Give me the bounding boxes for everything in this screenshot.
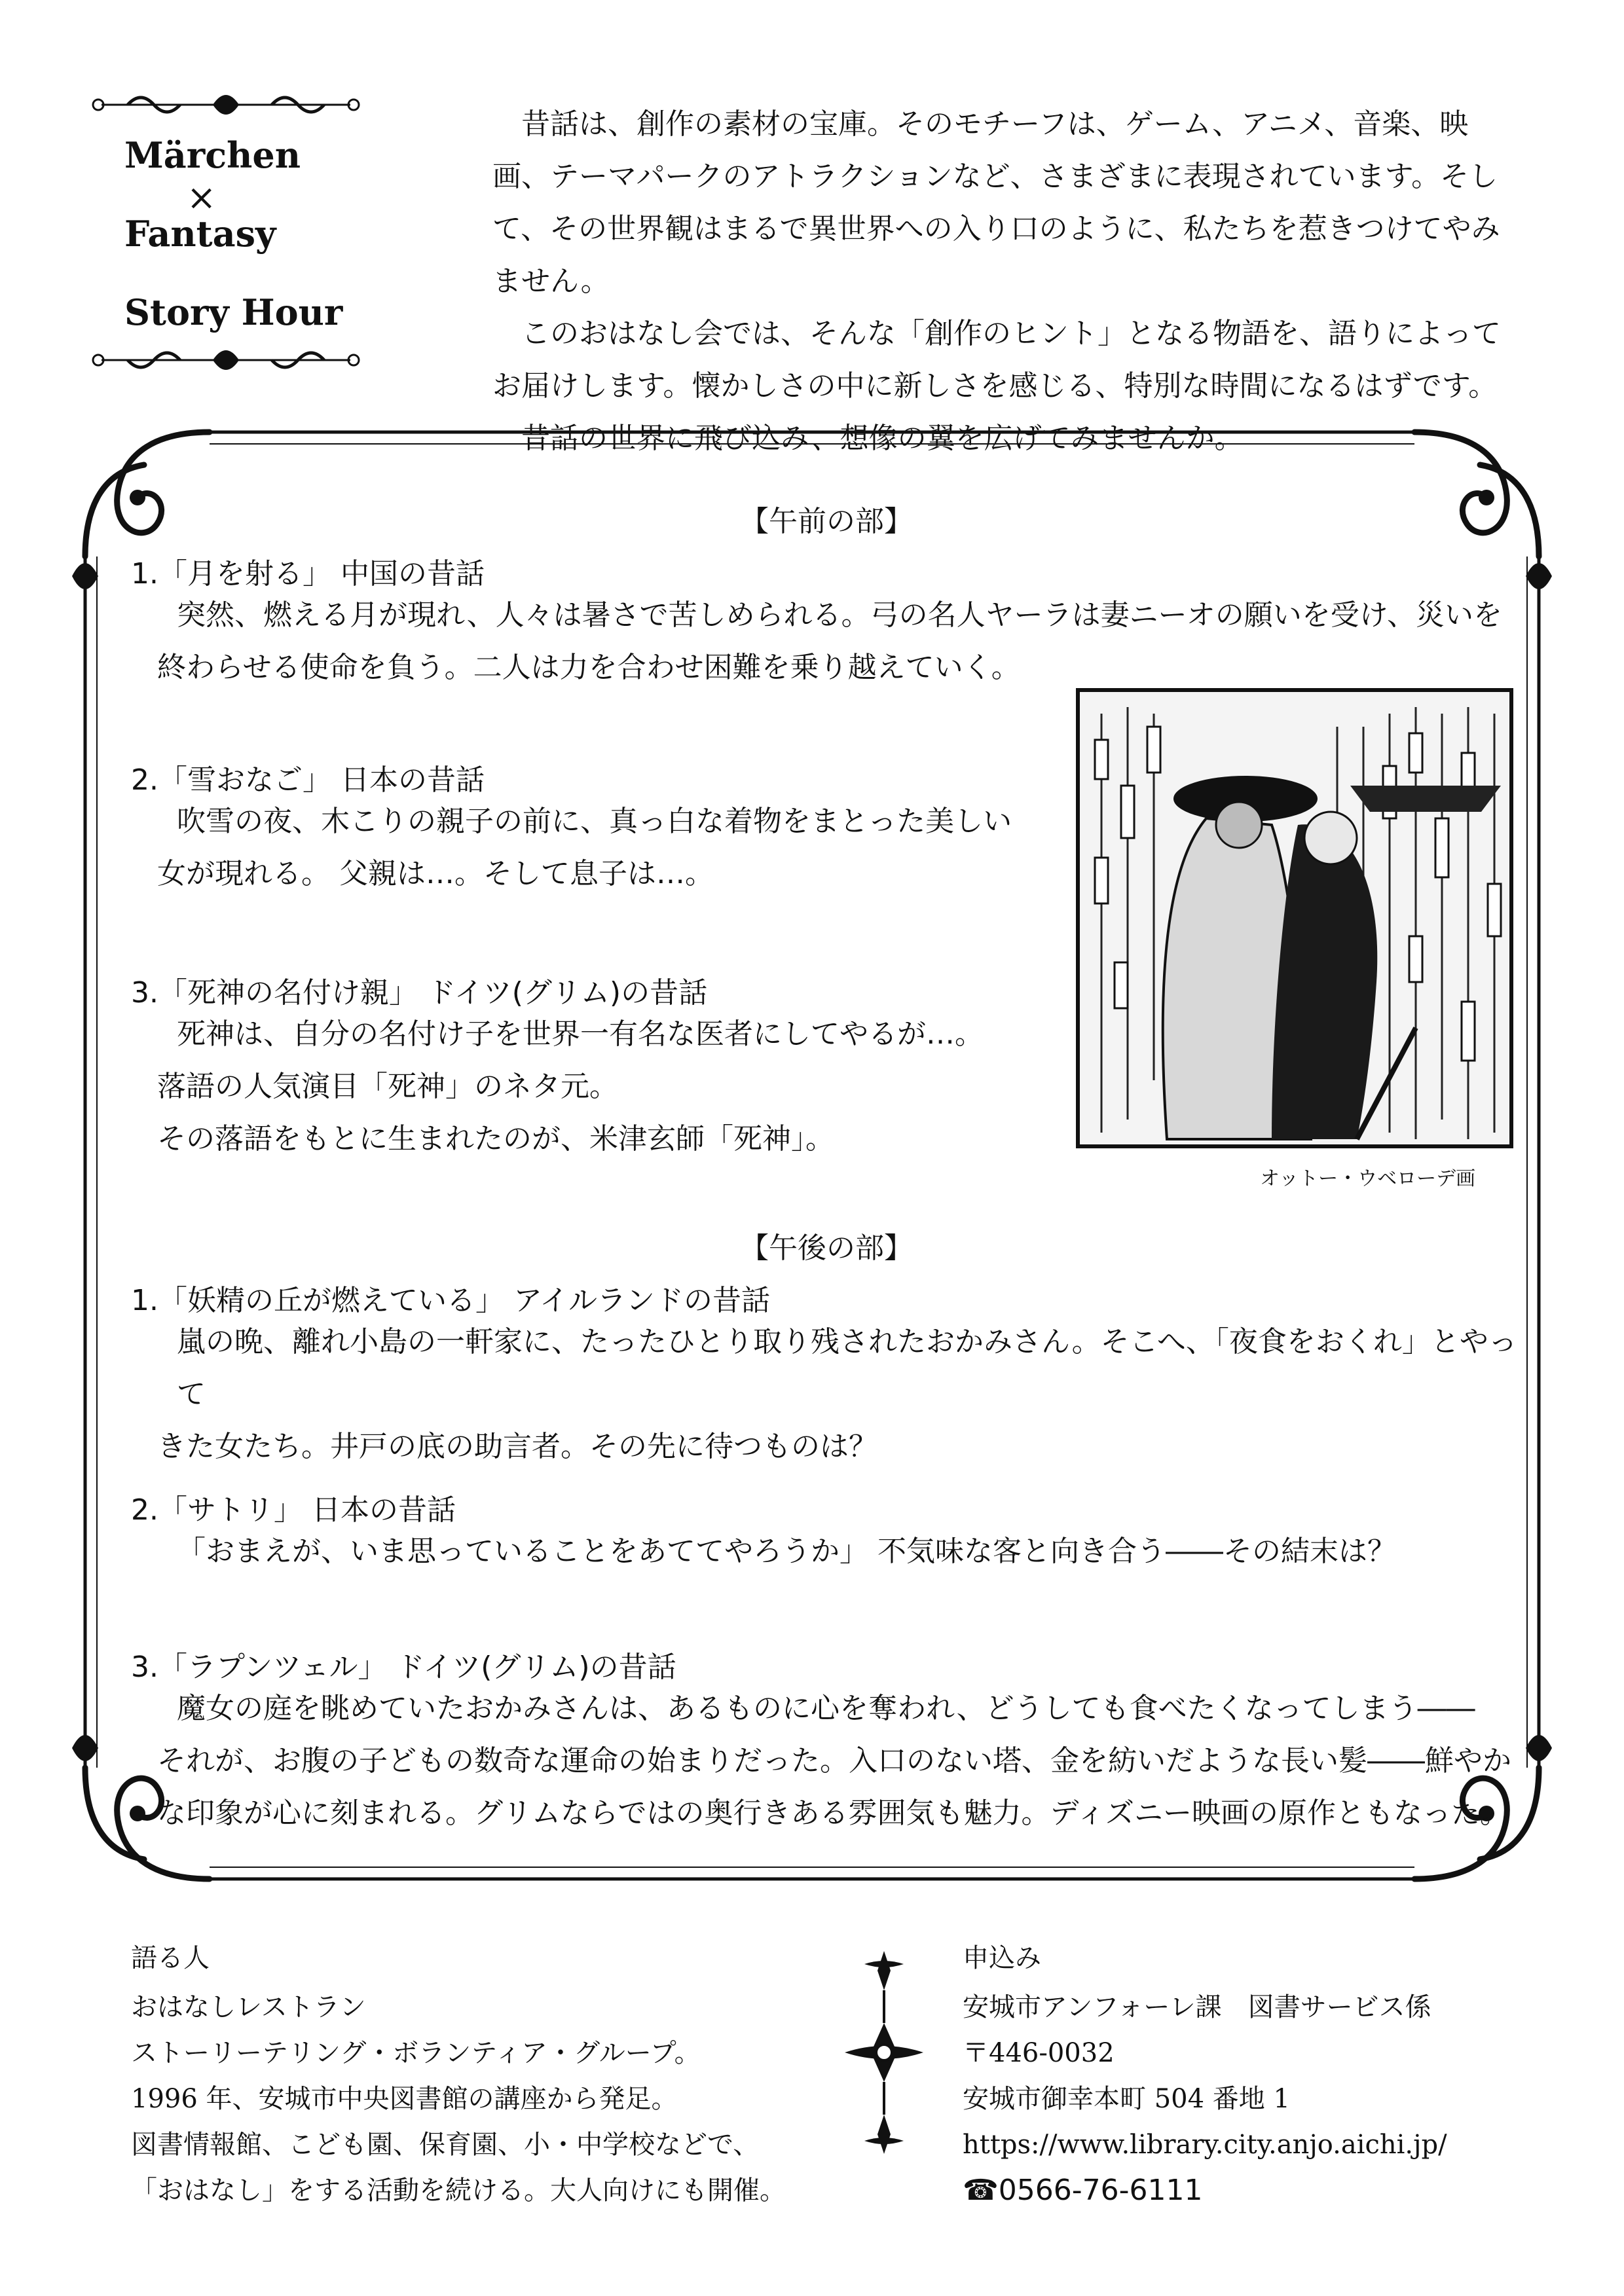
storyteller-desc-3: 図書情報館、こども園、保育園、小・中学校などで、: [131, 2130, 760, 2160]
morning-item-1-body: [157, 589, 1519, 694]
ornament-top: [88, 88, 363, 121]
afternoon-item-3-line-3: な印象が心に刻まれる。グリムならではの奥行きある雰囲気も魅力。ディズニー映画の原作ともなった。: [157, 1796, 1509, 1830]
afternoon-item-2-body: [157, 1525, 1519, 1578]
morning-item-3-line-3: その落語をもとに生まれたのが、米津玄師「死神」。: [157, 1122, 834, 1156]
afternoon-item-3-line-1: 魔女の庭を眺めていたおかみさんは、あるものに心を奪われ、どうしても食べたくなってしまう――: [177, 1692, 1475, 1725]
afternoon-item-3-title: 3.「ラプンツェル」 ドイツ(グリム)の昔話: [131, 1650, 676, 1684]
storyteller-desc-4: 「おはなし」をする活動を続ける。大人向けにも開催。: [131, 2176, 786, 2206]
ornament-bottom: [88, 344, 363, 376]
morning-item-1-line-1: 突然、燃える月が現れ、人々は暑さで苦しめられる。弓の名人ヤーラは妻ニーオの願いを受け、災いを: [177, 598, 1502, 632]
application-phone: ☎0566-76-6111: [963, 2174, 1203, 2207]
morning-item-3-line-1: 死神は、自分の名付け子を世界一有名な医者にしてやるが…。: [177, 1017, 984, 1051]
storyteller-desc-2: 1996 年、安城市中央図書館の講座から発足。: [131, 2084, 678, 2114]
application-postal: 〒446-0032: [963, 2038, 1115, 2068]
storyteller-name: おはなしレストラン: [131, 1992, 366, 2022]
morning-item-3-line-2: 落語の人気演目「死神」のネタ元。: [157, 1070, 618, 1103]
intro-paragraph-2: このおはなし会では、そんな「創作のヒント」となる物語を、語りによってお届けします。懐かしさの中に新しさを感じる、特別な時間になるはずです。: [492, 317, 1501, 403]
storyteller-desc-1: ストーリーテリング・ボランティア・グループ。: [131, 2038, 701, 2068]
morning-item-1-line-2: 終わらせる使命を負う。二人は力を合わせ困難を乗り越えていく。: [157, 651, 1020, 684]
illustration-engraving: [1075, 687, 1514, 1149]
application-label: 申込み: [963, 1943, 1041, 1973]
afternoon-item-1-body: [157, 1316, 1519, 1473]
afternoon-item-2-line-1: 「おまえが、いま思っていることをあててやろうか」 不気味な客と向き合う――その結末は？: [177, 1535, 1396, 1568]
afternoon-item-3-line-2: それが、お腹の子どもの数奇な運命の始まりだった。入口のない塔、金を紡いだような長い髪――鮮やか: [157, 1744, 1511, 1777]
morning-heading: 【午前の部】: [740, 505, 913, 538]
application-address: 安城市御幸本町 504 番地 1: [963, 2084, 1290, 2114]
afternoon-item-3-body: [157, 1683, 1519, 1840]
afternoon-item-1-line-2: きた女たち。井戸の底の助言者。その先に待つものは？: [157, 1430, 877, 1463]
intro-paragraph-1: 昔話は、創作の素材の宝庫。そのモチーフは、ゲーム、アニメ、音楽、映画、テーマパークのアトラクションなど、さまざまに表現されています。そして、その世界観はまるで異世界への入り口のように、私たちを惹きつけてやみません。: [492, 107, 1500, 298]
title-line-2: ×: [187, 177, 217, 218]
afternoon-item-1-title: 1.「妖精の丘が燃えている」 アイルランドの昔話: [131, 1284, 771, 1317]
footer-divider-ornament: [832, 1944, 936, 2160]
morning-item-3-body: [157, 1008, 1074, 1165]
title-line-3: Fantasy: [124, 213, 276, 255]
afternoon-heading: 【午後の部】: [740, 1231, 913, 1265]
morning-item-1-title: 1.「月を射る」 中国の昔話: [131, 557, 485, 591]
morning-item-3-title: 3.「死神の名付け親」 ドイツ(グリム)の昔話: [131, 976, 708, 1010]
morning-item-2-line-2: 女が現れる。 父親は…。そして息子は…。: [157, 857, 714, 890]
application-org: 安城市アンフォーレ課 図書サービス係: [963, 1992, 1431, 2022]
afternoon-item-2-title: 2.「サトリ」 日本の昔話: [131, 1493, 456, 1527]
morning-item-2-title: 2.「雪おなご」 日本の昔話: [131, 763, 485, 797]
morning-item-2-body: [157, 795, 1074, 900]
afternoon-item-1-line-1: 嵐の晩、離れ小島の一軒家に、たったひとり取り残されたおかみさん。そこへ、「夜食をおくれ」とやって: [177, 1325, 1517, 1411]
application-url[interactable]: https://www.library.city.anjo.aichi.jp/: [963, 2130, 1447, 2160]
title-line-1: Märchen: [124, 134, 301, 176]
morning-item-2-line-1: 吹雪の夜、木こりの親子の前に、真っ白な着物をまとった美しい: [177, 805, 1012, 838]
storyteller-label: 語る人: [131, 1943, 210, 1973]
intro-paragraph-3: 昔話の世界に飛び込み、想像の翼を広げてみませんか。: [492, 422, 1244, 455]
illustration-caption: オットー・ウベローデ画: [1260, 1167, 1476, 1190]
title-line-4: Story Hour: [124, 291, 343, 333]
